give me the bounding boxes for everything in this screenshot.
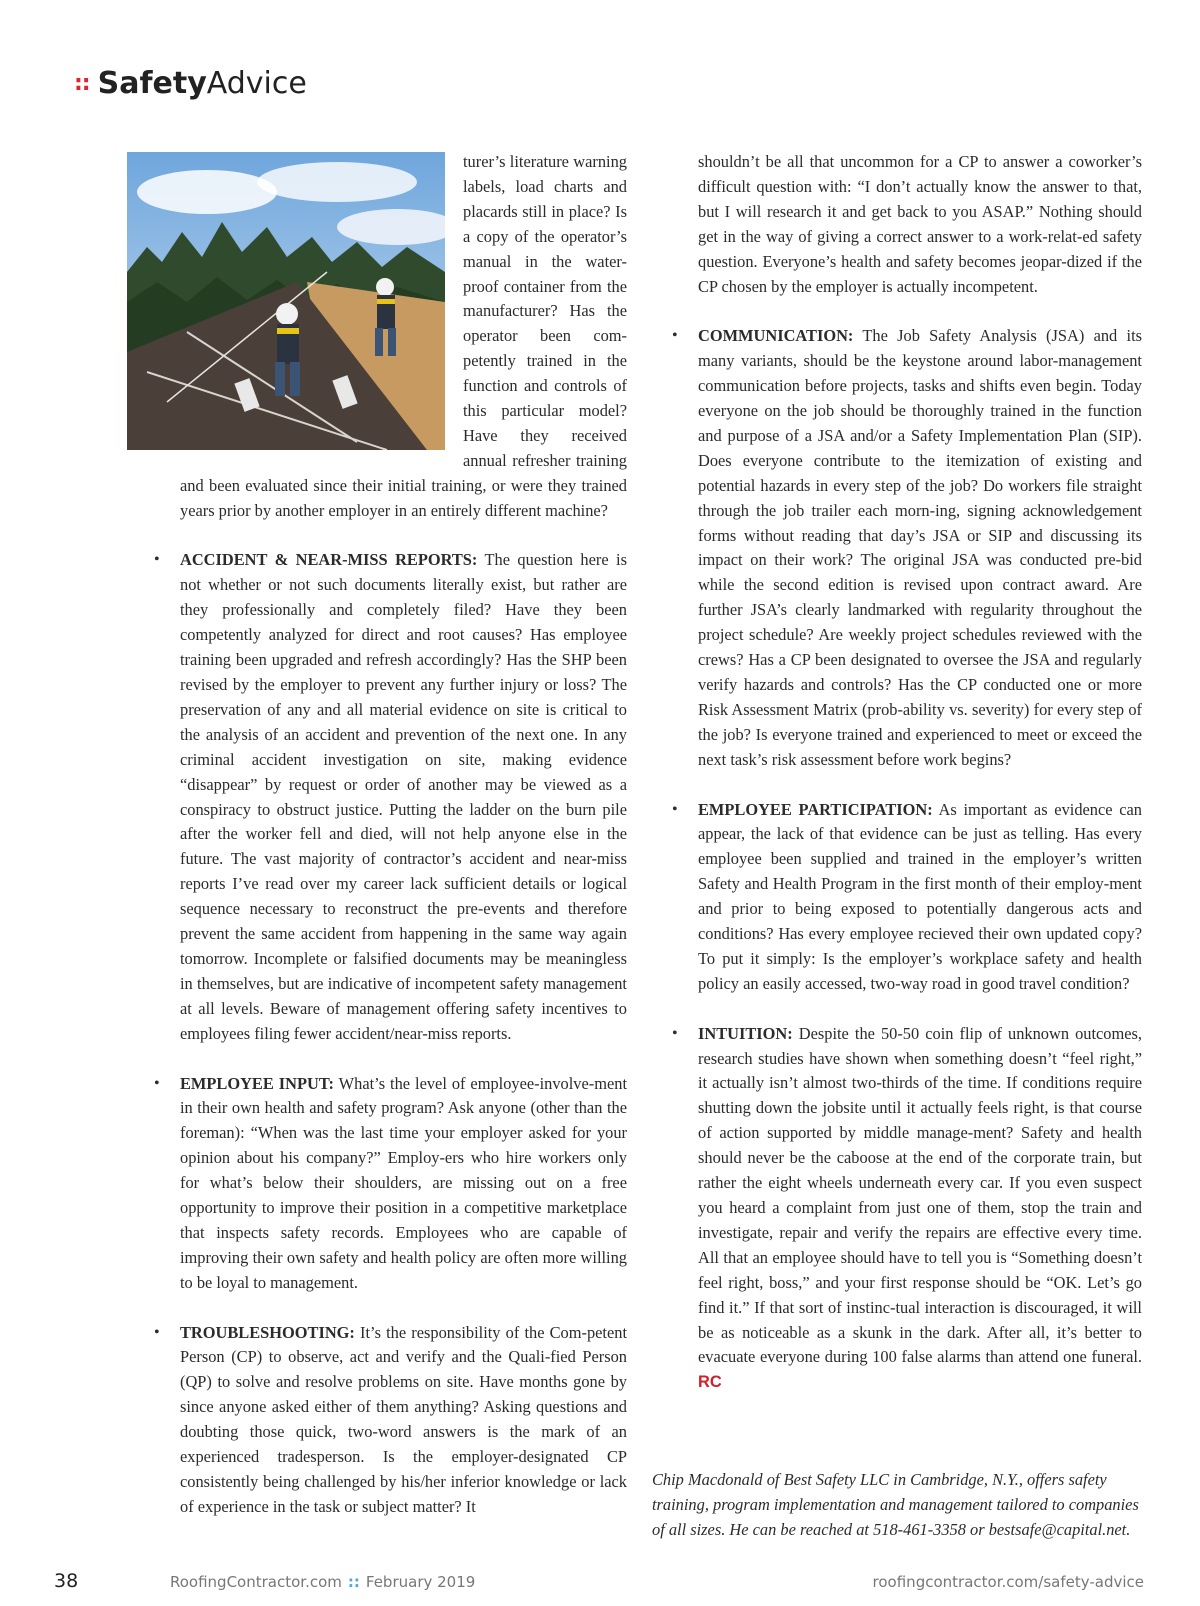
author-bio: Chip Macdonald of Best Safety LLC in Cambridge, N.Y., offers safety training, program implementation and management tailored to companies of all sizes. He can be reached at 518-461-3358 or bestsafe@capital.net.	[652, 1470, 1139, 1539]
bullet-lead: ACCIDENT & NEAR-MISS REPORTS:	[180, 550, 478, 570]
section-url[interactable]: roofingcontractor.com/safety-advice	[872, 1573, 1144, 1591]
bullet-intuition	[698, 1022, 1142, 1396]
bullet-text: The Job Safety Analysis (JSA) and its many variants, should be the keystone around labor-management communication before projects, tasks and shifts even begin. Today everyone on the job should be thoroughly trained in the function and purpose of a JSA and/or a Safety Implementation Plan (SIP). Does everyone contribute to the itemization of existing and potential hazards in every step of the job? Do workers file straight through the job trailer each morn-ing, signing acknowledgement forms without reading that day’s JSA or SIP and discussing its impact on their work? The original JSA was conducted pre-bid while the second edition is revised upon contract award. Are further JSA’s clearly landmarked with regularity throughout the project schedule? Are weekly project schedules reviewed with the crews? Has a CP been designated to oversee the JSA and regularly verify hazards and controls? Has the CP conducted one or more Risk Assessment Matrix (prob-ability vs. severity) for every step of the job? Is everyone trained and experienced to meet or exceed the next task’s risk assessment before work begins?	[698, 326, 1142, 769]
bullet-text: As important as evidence can appear, the lack of that evidence can be just as telling. Has every employee been supplied and trained in the employer’s written Safety and Health Program in the first month of their employ-ment and prior to being exposed to potentially dangerous acts and conditions? Has every employee recieved their own updated copy? To put it simply: Is the employer’s workplace safety and health policy an easily accessed, two-way road in good travel condition?	[698, 799, 1142, 993]
footer-separator-icon: ::	[347, 1573, 360, 1591]
bullet-troubleshooting	[180, 1321, 627, 1520]
bullet-employee-input	[180, 1072, 627, 1296]
right-intro-text: shouldn’t be all that uncommon for a CP to answer a coworker’s difficult question with: “I don’t actually know the answer to that, but I will research it and get back to you ASAP.” Nothing should get in the way of giving a correct answer to a work-relat-ed safety question. Everyone’s health and safety becomes jeopar-dized if the CP chosen by the employer is actually incompetent.	[698, 152, 1142, 296]
bullet-lead: INTUITION:	[698, 1023, 793, 1043]
header-title-regular: Advice	[206, 66, 307, 101]
issue-date: February 2019	[365, 1573, 476, 1591]
bullet-text: What’s the level of employee-involve-ment in their own health and safety program? Ask anyone (other than the foreman): “When was the last time your employer asked for your opinion about his company?” Employ-ers who hire workers only for what’s below their shoulders, are missing out on a free opportunity to improve their position in a competitive marketplace that inspects safety records. Employees who are capable of improving their own safety and health policy are often more willing to be loyal to management.	[180, 1073, 628, 1292]
bullet-lead: EMPLOYEE INPUT:	[180, 1073, 334, 1093]
bullet-text: It’s the responsibility of the Com-petent Person (CP) to observe, act and verify and the Quali-fied Person (QP) to solve and resolve problems on site. Have months gone by since anyone asked either of them anything? Asking questions and doubting those quick, two-word answers is the mark of an experienced tradesperson. Is the employer-designated CP consistently being challenged by his/her inferior knowledge or lack of experience in the task or subject matter? It	[180, 1322, 627, 1516]
bullet-accident-reports	[180, 548, 627, 1046]
header-title-bold: Safety	[97, 66, 207, 101]
header-dots-icon: ::	[74, 71, 90, 96]
publication-info	[170, 1573, 475, 1591]
right-column	[698, 150, 1142, 1395]
bullet-lead: COMMUNICATION:	[698, 326, 854, 346]
bullet-text: Despite the 50-50 coin flip of unknown outcomes, research studies have shown when something doesn’t “feel right,” it actually isn’t almost two-thirds of the time. If conditions require shutting down the jobsite until it actually feels right, is that course of action supported by middle manage-ment? Safety and health should never be the caboose at the end of the corporate train, but rather the eight wheels underneath every car. If you even suspect you heard a complaint from just one of them, stop the train and investigate, repair and verify the repairs are effective every time. All that an employee should have to tell you is “Something doesn’t feel right, boss,” and your first response should be “OK. Let’s go find it.” If that sort of instinc-tual interaction is discouraged, it will be as noticeable as a skunk in the dark. After all, it’s better to evacuate everyone during 100 false alarms than attend one funeral.	[698, 1023, 1142, 1367]
bullet-employee-participation	[698, 798, 1142, 997]
bullet-lead: EMPLOYEE PARTICIPATION:	[698, 799, 933, 819]
bullet-communication	[698, 324, 1142, 772]
rc-end-mark: RC	[698, 1373, 722, 1392]
bullet-lead: TROUBLESHOOTING:	[180, 1322, 355, 1342]
publication-name: RoofingContractor.com	[170, 1573, 342, 1591]
bullet-text: The question here is not whether or not such documents literally exist, but rather are they professionally and completely filed? Have they been competently analyzed for direct and root causes? Has employee training been upgraded and refresh accordingly? Has the SHP been revised by the employer to prevent any further injury or loss? The preservation of any and all material evidence on site is critical to the analysis of an accident and prevention of the next one. In any criminal accident investigation on site, making evidence “disappear” by request or order of another may be viewed as a conspiracy to obstruct justice. Putting the ladder on the burn pile after the worker fell and died, will not help anyone else in the future. The vast majority of contractor’s accident and near-miss reports I’ve read over my career lack sufficient details or logical sequence necessary to reconstruct the pre-events and therefore prevent the same accident from happening in the same way again tomorrow. Incomplete or falsified documents may be meaningless in themselves, but are indicative of incompetent safety management at all levels. Beware of management offering safety incentives to employees filing fewer accident/near-miss reports.	[180, 550, 627, 1043]
section-header	[74, 64, 307, 104]
page-footer	[0, 1570, 1200, 1600]
page-number: 38	[54, 1570, 79, 1592]
roofers-photo-icon	[127, 152, 445, 450]
left-column	[180, 150, 627, 1520]
left-intro-text: turer’s literature warning labels, load charts and placards still in place? Is a copy of the operator’s manual in the water-proof container from the manufacturer? Has the operator been com-petently trained in the function and controls of this particular model? Have they received annual refresher training and been evaluated since their initial training, or were they trained years prior by another employer in an entirely different machine?	[180, 152, 627, 520]
